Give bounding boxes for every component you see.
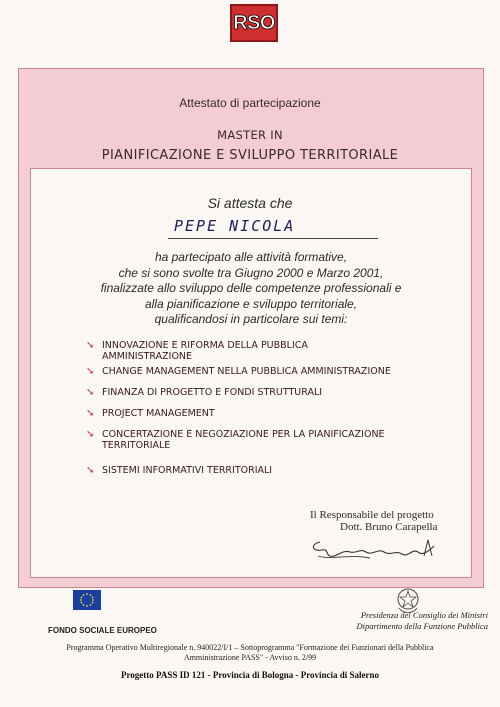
progetto-line: Progetto PASS ID 121 - Provincia di Bologna - Provincia di Salerno: [120, 670, 380, 680]
arrow-right-icon: ➘: [86, 387, 95, 398]
presidenza-line-1: Presidenza del Consiglio dei Ministri: [360, 610, 488, 620]
programma-text: [40, 643, 460, 663]
master-label: MASTER IN: [217, 128, 283, 142]
programma-line: Amministrazione PASS" - Avviso n. 2/99: [183, 653, 317, 662]
arrow-right-icon: ➘: [86, 429, 95, 440]
course-title: PIANIFICAZIONE E SVILUPPO TERRITORIALE: [101, 148, 399, 163]
body-line: finalizzate allo sviluppo delle competenze professionali e: [100, 281, 402, 295]
recipient-name: PEPE NICOLA: [174, 217, 296, 235]
topic-line: INNOVAZIONE E RIFORMA DELLA PUBBLICA: [102, 340, 308, 351]
logo-text: RSO: [233, 11, 275, 34]
presidenza-line-2: Dipartimento della Funzione Pubblica: [356, 621, 488, 631]
topics-list: [86, 340, 446, 476]
signature-image: [300, 530, 450, 570]
body-line: che si sono svolte tra Giugno 2000 e Marzo 2001,: [118, 265, 384, 280]
fse-label: FONDO SOCIALE EUROPEO: [48, 626, 157, 635]
si-attesta-text: Si attesta che: [207, 195, 293, 211]
arrow-right-icon: ➘: [86, 340, 95, 351]
body-line: qualificandosi in particolare sui temi:: [154, 312, 348, 326]
certificate-body: [80, 250, 422, 328]
recipient-name-line: [168, 218, 378, 239]
topic-line: FINANZA DI PROGETTO E FONDI STRUTTURALI: [102, 387, 323, 398]
rso-logo: [230, 4, 278, 42]
topic-line: SISTEMI INFORMATIVI TERRITORIALI: [102, 465, 273, 476]
arrow-right-icon: ➘: [86, 465, 95, 476]
topic-item: [86, 429, 446, 465]
topic-line: CONCERTAZIONE E NEGOZIAZIONE PER LA PIANIFICAZIONE: [102, 429, 385, 440]
body-line: alla pianificazione e sviluppo territoriale,: [144, 296, 358, 311]
attestato-title: Attestato di partecipazione: [179, 96, 321, 110]
topic-line: CHANGE MANAGEMENT NELLA PUBBLICA AMMINISTRAZIONE: [102, 366, 391, 377]
body-line: ha partecipato alle attività formative,: [154, 250, 348, 264]
topic-line: AMMINISTRAZIONE: [102, 351, 193, 362]
responsabile-label: Il Responsabile del progetto: [310, 509, 434, 521]
topic-item: [86, 340, 446, 366]
eu-flag-icon: [73, 590, 101, 610]
arrow-right-icon: ➘: [86, 366, 95, 377]
topic-item: [86, 387, 446, 408]
topic-item: [86, 465, 446, 476]
responsabile-name: Dott. Bruno Carapella: [340, 521, 438, 533]
topic-item: [86, 366, 446, 387]
topic-line: TERRITORIALE: [102, 440, 171, 451]
programma-line: Programma Operativo Multiregionale n. 940022/I/1 – Sottoprogramma "Formazione dei Funzionari della Pubblica: [66, 643, 434, 652]
topic-line: PROJECT MANAGEMENT: [102, 408, 215, 419]
topic-item: [86, 408, 446, 429]
arrow-right-icon: ➘: [86, 408, 95, 419]
